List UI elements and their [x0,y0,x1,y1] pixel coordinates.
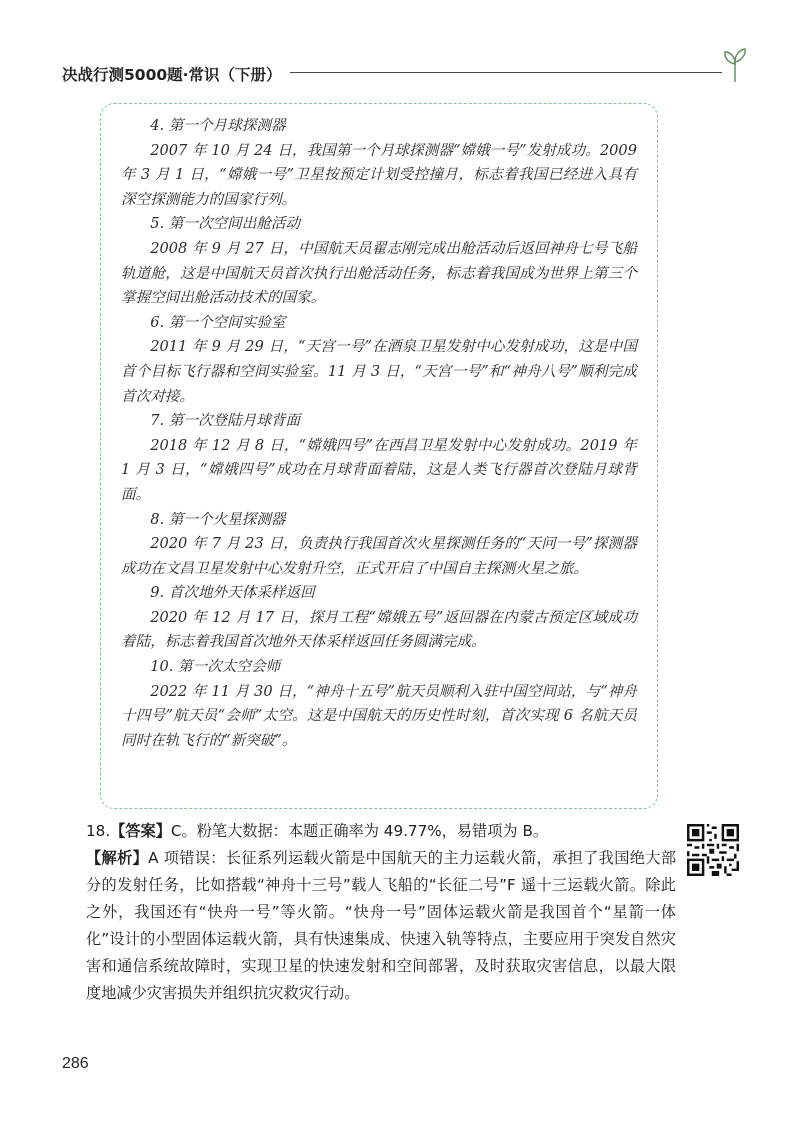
analysis-tag: 【解析】 [86,849,149,867]
qr-code-icon[interactable] [687,824,739,876]
info-box-content [121,114,637,753]
analysis-text: A 项错误：长征系列运载火箭是中国航天的主力运载火箭，承担了我国绝大部分的发射任务，比如搭载“神舟十三号”载人飞船的“长征二号”F 遥十三运载火箭。除此之外，我国还有“快舟一号”等火箭。“快舟一号”固体运载火箭是我国首个“星箭一体化”设计的小型固体运载火箭，具有快速集成、快速入轨等特点，主要应用于突发自然灾害和通信系统故障时，实现卫星的快速发射和空间部署，及时获取灾害信息，以最大限度地减少灾害损失并组织抗灾救灾行动。 [86,849,677,1002]
answer-section [86,818,676,1007]
section-paragraph: 2020 年 12 月 17 日，探月工程“嫦娥五号”返回器在内蒙古预定区域成功着陆，标志着我国首次地外天体采样返回任务圆满完成。 [121,608,637,651]
section-heading: 4. 第一个月球探测器 [150,117,286,134]
section-heading: 6. 第一个空间实验室 [150,313,286,331]
answer-tag: 【答案】 [110,822,171,840]
info-box [100,103,658,809]
section-paragraph: 2020 年 7 月 23 日，负责执行我国首次火星探测任务的“天问一号”探测器成功在文昌卫星发射中心发射升空，正式开启了中国自主探测火星之旅。 [121,535,637,577]
section-paragraph: 2018 年 12 月 8 日，“嫦娥四号”在西昌卫星发射中心发射成功。2019 年 1 月 3 日，“嫦娥四号”成功在月球背面着陆，这是人类飞行器首次登陆月球背面。 [121,436,637,503]
page-header [62,60,752,88]
section-heading: 9. 首次地外天体采样返回 [150,584,315,602]
page-number: 286 [62,1055,89,1072]
section-paragraph: 2008 年 9 月 27 日，中国航天员翟志刚完成出舱活动后返回神舟七号飞船轨道舱，这是中国航天员首次执行出舱活动任务，标志着我国成为世界上第三个掌握空间出舱活动技术的国家。 [121,239,637,307]
answer-line [86,818,676,845]
section-heading: 5. 第一次空间出舱活动 [150,215,301,233]
section-paragraph: 2022 年 11 月 30 日，“神舟十五号”航天员顺利入驻中国空间站，与“神舟十四号”航天员“会师”太空。这是中国航天的历史性时刻，首次实现 6 名航天员同时在轨飞行的“新突破”。 [121,682,637,749]
book-title: 决战行测5000题·常识（下册） [62,66,282,84]
answer-text: C。粉笔大数据：本题正确率为 49.77%，易错项为 B。 [170,822,549,840]
analysis-paragraph [86,845,676,1007]
section-paragraph: 2011 年 9 月 29 日，“天宫一号”在酒泉卫星发射中心发射成功，这是中国首个目标飞行器和空间实验室。11 月 3 日，“天宫一号”和“神舟八号”顺利完成首次对接。 [121,338,637,405]
section-heading: 7. 第一次登陆月球背面 [150,412,301,430]
section-paragraph: 2007 年 10 月 24 日，我国第一个月球探测器“嫦娥一号”发射成功。2009 年 3 月 1 日，“嫦娥一号”卫星按预定计划受控撞月，标志着我国已经进入具有深空探测能力的国家行列。 [121,141,637,208]
section-heading: 8. 第一个火星探测器 [150,510,286,528]
section-heading: 10. 第一次太空会师 [150,658,281,676]
question-number: 18. [86,822,111,840]
header-rule [290,72,722,73]
sprout-icon [720,44,750,84]
